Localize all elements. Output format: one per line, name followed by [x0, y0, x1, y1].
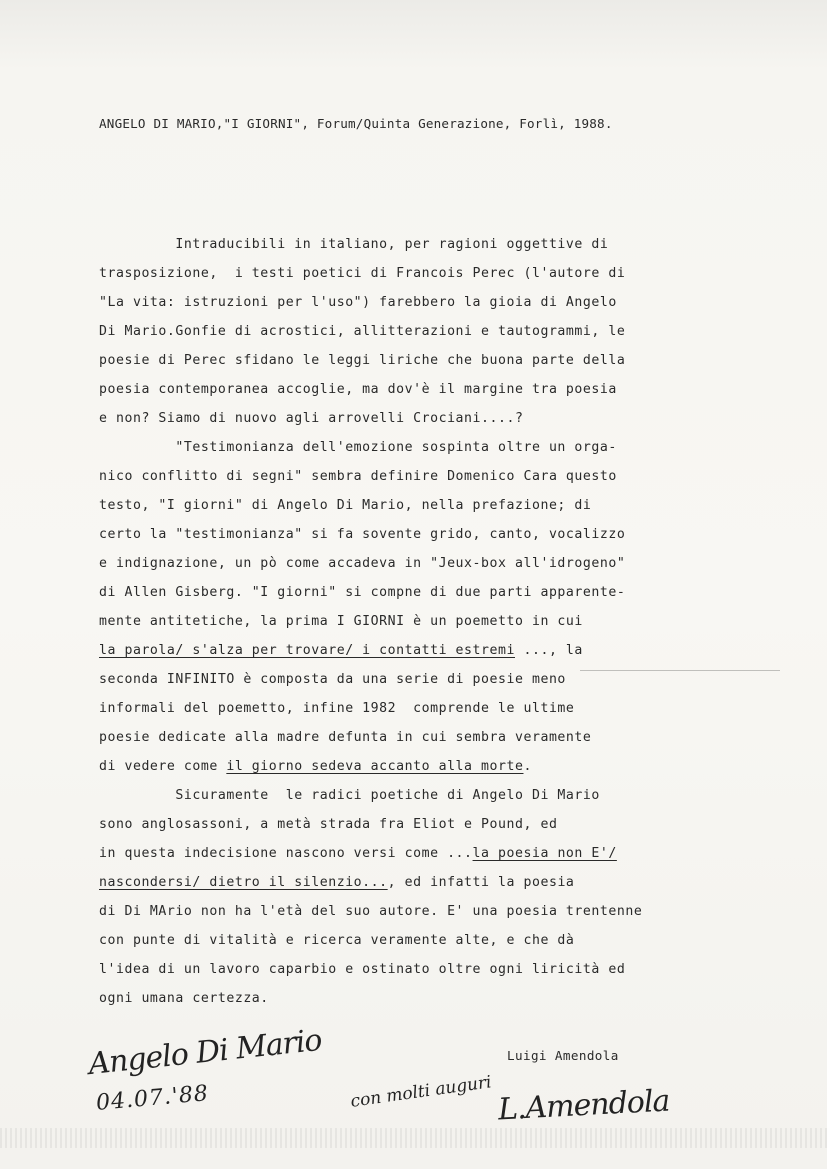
handwritten-amendola-signature: L.Amendola	[497, 1083, 671, 1128]
body-line: poesie dedicate alla madre defunta in cui sembra veramente	[99, 730, 592, 745]
scan-smudge	[0, 1128, 827, 1148]
body-line: poesia contemporanea accoglie, ma dov'è il margine tra poesia	[99, 382, 617, 397]
body-line: Sicuramente le radici poetiche di Angelo Di Mario	[99, 788, 600, 803]
underlined-quote: nascondersi/ dietro il silenzio...	[99, 875, 388, 890]
body-line: ogni umana certezza.	[99, 991, 269, 1006]
body-line-quote	[99, 868, 739, 897]
underlined-quote: la poesia non E'/	[472, 846, 617, 861]
underlined-quote: la parola/ s'alza per trovare/ i contatti estremi	[99, 643, 515, 658]
body-line: di Di MArio non ha l'età del suo autore. E' una poesia trentenne	[99, 904, 643, 919]
body-line-quote	[99, 752, 739, 781]
handwritten-dedication: con molti auguri	[349, 1072, 493, 1112]
body-line: l'idea di un lavoro caparbio e ostinato oltre ogni liricità ed	[99, 962, 626, 977]
body-line: e non? Siamo di nuovo agli arrovelli Crociani....?	[99, 411, 524, 426]
body-line: "La vita: istruzioni per l'uso") farebbero la gioia di Angelo	[99, 295, 617, 310]
quote-trailing-text: .	[523, 759, 532, 774]
body-line: poesie di Perec sfidano le leggi liriche che buona parte della	[99, 353, 626, 368]
body-line: di Allen Gisberg. "I giorni" si compne di due parti apparente-	[99, 585, 626, 600]
handwritten-author-signature: Angelo Di Mario	[86, 1022, 324, 1083]
body-line: seconda INFINITO è composta da una serie di poesie meno	[99, 672, 566, 687]
handwritten-date: 04.07.'88	[95, 1081, 210, 1116]
body-line: nico conflitto di segni" sembra definire Domenico Cara questo	[99, 469, 617, 484]
quote-trailing-text: ..., la	[515, 643, 583, 658]
review-body	[99, 230, 739, 1013]
body-line: informali del poemetto, infine 1982 comprende le ultime	[99, 701, 575, 716]
scan-artifact-line	[580, 670, 780, 671]
body-line: certo la "testimonianza" si fa sovente grido, canto, vocalizzo	[99, 527, 626, 542]
body-line: testo, "I giorni" di Angelo Di Mario, nella prefazione; di	[99, 498, 592, 513]
body-line: e indignazione, un pò come accadeva in "Jeux-box all'idrogeno"	[99, 556, 626, 571]
body-line-quote	[99, 839, 739, 868]
typed-signature-name: Luigi Amendola	[507, 1048, 619, 1063]
body-line: Intraducibili in italiano, per ragioni oggettive di	[99, 237, 609, 252]
body-line: sono anglosassoni, a metà strada fra Eliot e Pound, ed	[99, 817, 558, 832]
body-line: trasposizione, i testi poetici di Francois Perec (l'autore di	[99, 266, 626, 281]
underlined-quote: il giorno sedeva accanto alla morte	[226, 759, 524, 774]
body-line: Di Mario.Gonfie di acrostici, allitterazioni e tautogrammi, le	[99, 324, 626, 339]
quote-leading-text: di vedere come	[99, 759, 227, 774]
body-line: mente antitetiche, la prima I GIORNI è un poemetto in cui	[99, 614, 583, 629]
quote-trailing-text: , ed infatti la poesia	[387, 875, 575, 890]
body-line: "Testimonianza dell'emozione sospinta oltre un orga-	[99, 440, 617, 455]
quote-leading-text: in questa indecisione nascono versi come ...	[99, 846, 473, 861]
body-line: con punte di vitalità e ricerca veramente alte, e che dà	[99, 933, 575, 948]
citation-header: ANGELO DI MARIO,"I GIORNI", Forum/Quinta Generazione, Forlì, 1988.	[99, 116, 613, 131]
body-line-quote	[99, 636, 739, 665]
